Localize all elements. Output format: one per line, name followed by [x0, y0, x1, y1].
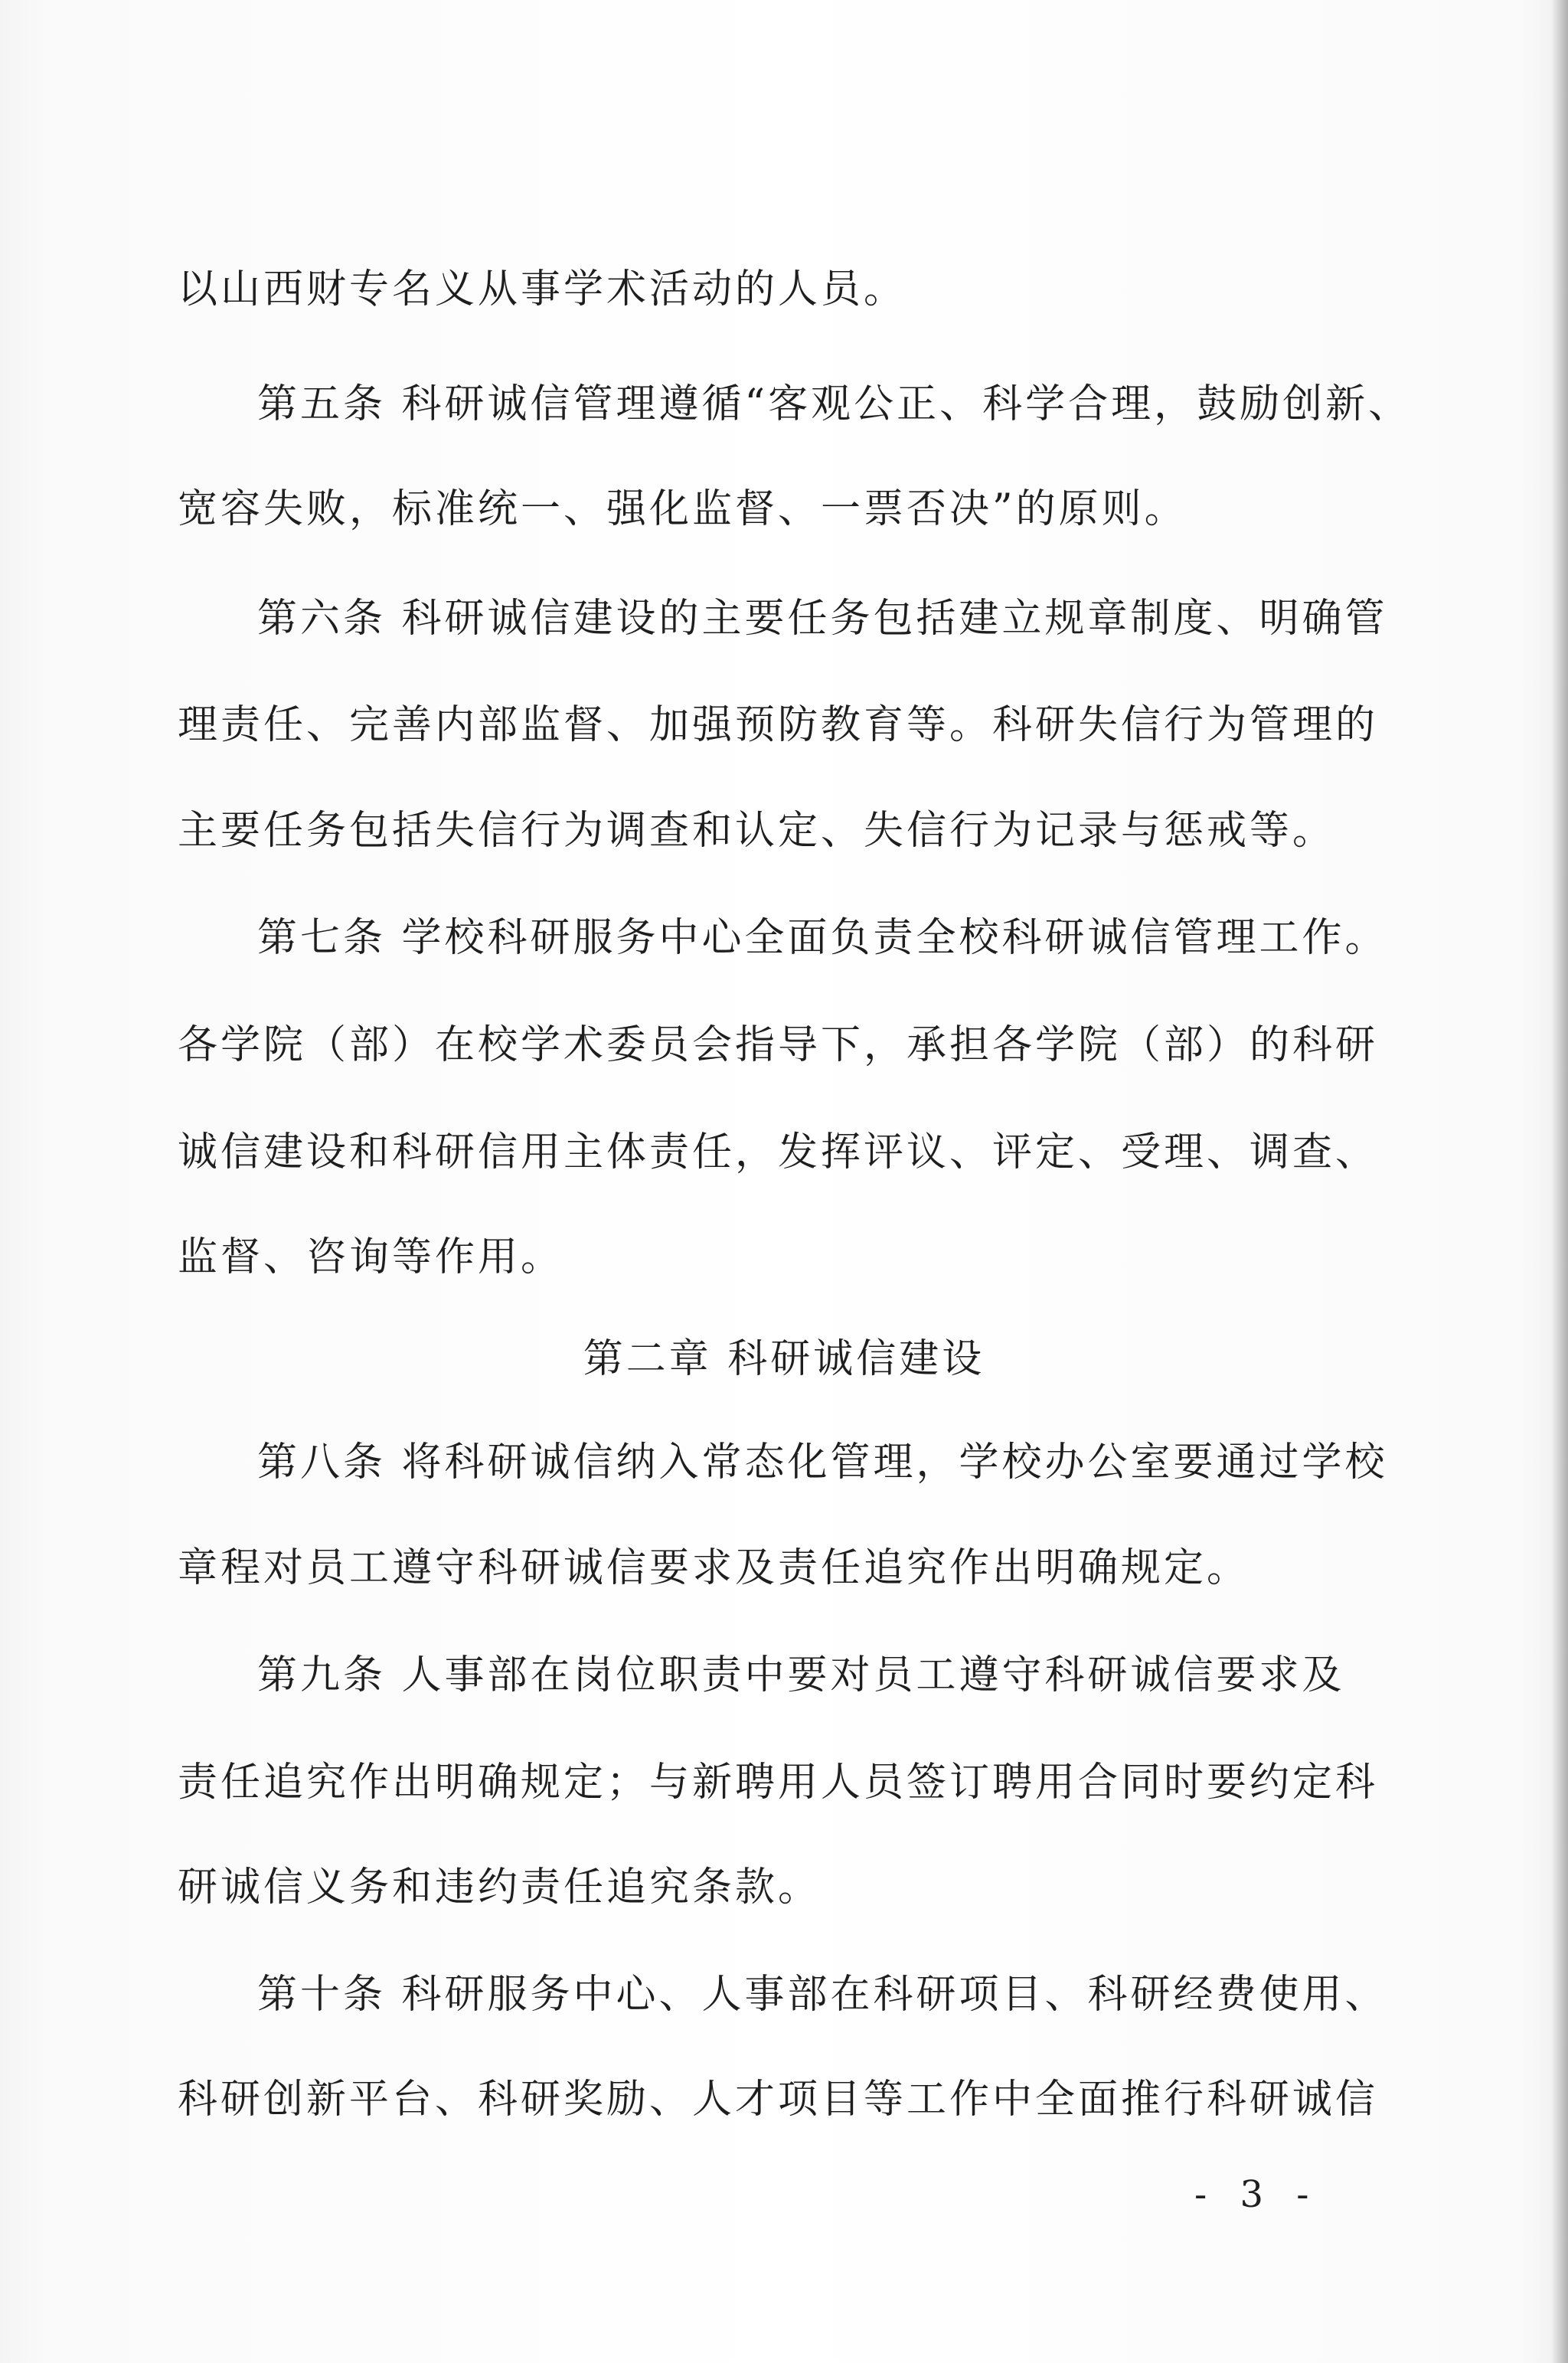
article-6-line-2: 理责任、完善内部监督、加强预防教育等。科研失信行为管理的 — [178, 702, 1379, 748]
chapter-heading: 第二章 科研诚信建设 — [583, 1336, 985, 1382]
article-5-line-2: 宽容失败，标准统一、强化监督、一票否决”的原则。 — [178, 486, 1187, 532]
page-edge-shadow — [1551, 0, 1568, 2363]
article-6-line-3: 主要任务包括失信行为调查和认定、失信行为记录与惩戒等。 — [178, 808, 1336, 854]
article-10-line-1: 第十条 科研服务中心、人事部在科研项目、科研经费使用、 — [257, 1972, 1388, 2018]
article-6-line-1: 第六条 科研诚信建设的主要任务包括建立规章制度、明确管 — [257, 596, 1388, 642]
article-7-line-4: 监督、咨询等作用。 — [178, 1234, 564, 1280]
article-9-line-2: 责任追究作出明确规定；与新聘用人员签订聘用合同时要约定科 — [178, 1760, 1379, 1806]
article-5-line-1: 第五条 科研诚信管理遵循“客观公正、科学合理，鼓励创新、 — [257, 381, 1412, 427]
text-line-1: 以山西财专名义从事学术活动的人员。 — [178, 266, 907, 312]
article-8-line-1: 第八条 将科研诚信纳入常态化管理，学校办公室要通过学校 — [257, 1440, 1388, 1485]
article-8-line-2: 章程对员工遵守科研诚信要求及责任追究作出明确规定。 — [178, 1545, 1250, 1591]
article-9-line-3: 研诚信义务和违约责任追究条款。 — [178, 1865, 822, 1910]
article-7-line-2: 各学院（部）在校学术委员会指导下，承担各学院（部）的科研 — [178, 1022, 1379, 1068]
article-9-line-1: 第九条 人事部在岗位职责中要对员工遵守科研诚信要求及 — [257, 1652, 1345, 1698]
page-number: - 3 - — [1194, 2173, 1320, 2216]
article-7-line-3: 诚信建设和科研信用主体责任，发挥评议、评定、受理、调查、 — [178, 1129, 1379, 1175]
article-7-line-1: 第七条 学校科研服务中心全面负责全校科研诚信管理工作。 — [257, 915, 1388, 961]
article-10-line-2: 科研创新平台、科研奖励、人才项目等工作中全面推行科研诚信 — [178, 2077, 1379, 2123]
